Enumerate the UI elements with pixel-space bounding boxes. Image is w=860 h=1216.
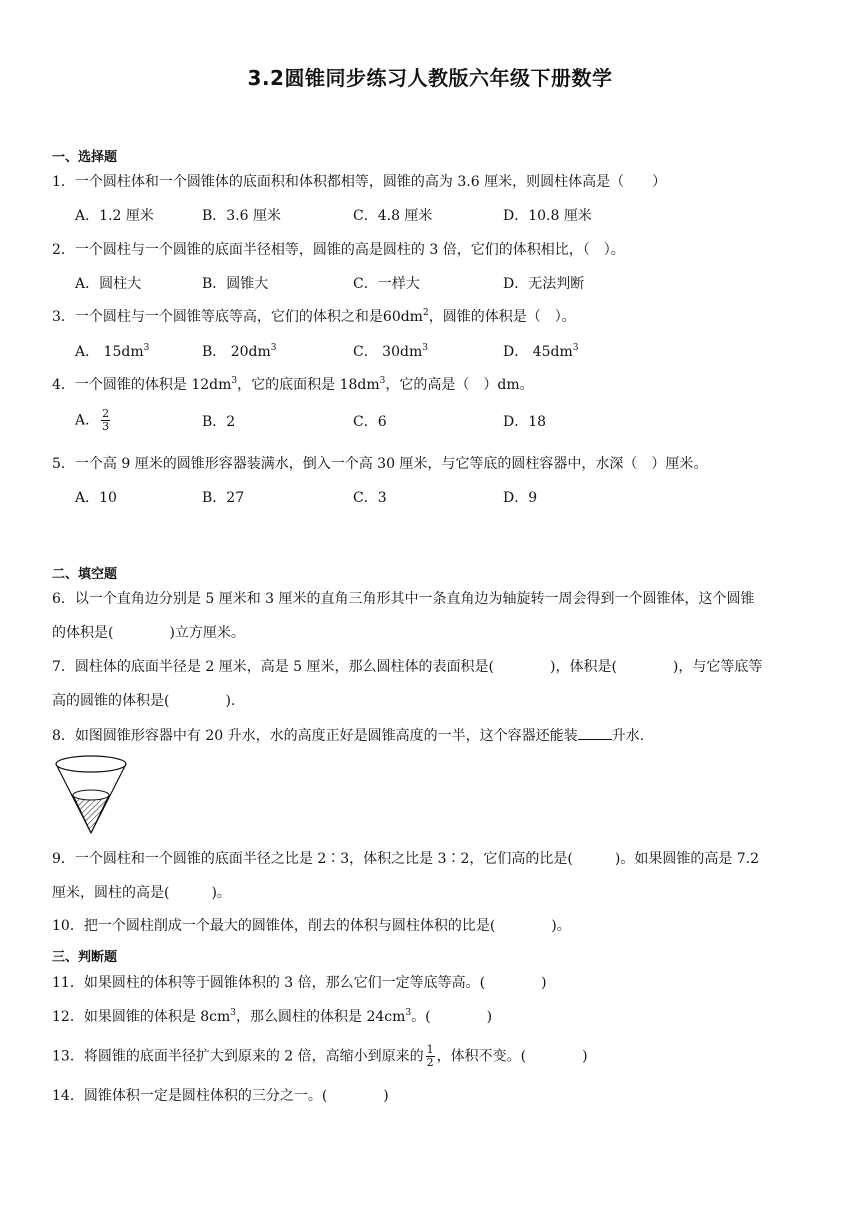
question-11: 11．如果圆柱的体积等于圆锥体积的 3 倍，那么它们一定等底等高。( ) — [52, 975, 547, 991]
question-2: 2．一个圆柱与一个圆锥的底面半径相等，圆锥的高是圆柱的 3 倍，它们的体积相比，（ ）。 — [52, 242, 625, 258]
option-c[interactable]: C．6 — [353, 414, 387, 430]
option-d[interactable]: D． $45dm^3$ — [503, 343, 579, 360]
option-a[interactable]: A．10 — [75, 490, 117, 506]
option-b[interactable]: B． $20dm^3$ — [202, 343, 277, 360]
section-heading-fill: 二、填空题 — [52, 567, 118, 582]
option-c[interactable]: C．一样大 — [353, 276, 420, 292]
option-d[interactable]: D．无法判断 — [503, 276, 585, 292]
option-a[interactable]: A．1.2 厘米 — [75, 208, 154, 224]
section-heading-judge: 三、判断题 — [52, 950, 118, 965]
question-3: 3．一个圆柱与一个圆锥等底等高，它们的体积之和是$60dm^2$，圆锥的体积是（ ）。 — [52, 308, 576, 325]
option-b[interactable]: B．3.6 厘米 — [202, 208, 282, 224]
option-d[interactable]: D．10.8 厘米 — [503, 208, 592, 224]
question-7-line-1: 7．圆柱体的底面半径是 2 厘米，高是 5 厘米，那么圆柱体的表面积是( )，体积是( )，与它等底等 — [52, 659, 763, 675]
question-10: 10．把一个圆柱削成一个最大的圆锥体，削去的体积与圆柱体积的比是( )。 — [52, 918, 571, 934]
answer-blank[interactable] — [578, 725, 612, 740]
question-9-line-1: 9．一个圆柱和一个圆锥的底面半径之比是 2∶3，体积之比是 3∶2，它们高的比是( )。如果圆锥的高是 7.2 — [52, 851, 760, 867]
option-d[interactable]: D．18 — [503, 414, 547, 430]
question-9-line-2: 厘米，圆柱的高是( )。 — [52, 885, 231, 901]
page-title: 3.2圆锥同步练习人教版六年级下册数学 — [247, 66, 613, 90]
question-14: 14．圆锥体积一定是圆柱体积的三分之一。( ) — [52, 1088, 389, 1104]
question-13: 13．将圆锥的底面半径扩大到原来的 2 倍，高缩小到原来的 $\frac{1}{2}$ ，体积不变。( ) — [52, 1043, 588, 1069]
question-5: 5．一个高 9 厘米的圆锥形容器装满水，倒入一个高 30 厘米，与它等底的圆柱容器中，水深（ ）厘米。 — [52, 456, 708, 472]
question-6-line-2: 的体积是( )立方厘米。 — [52, 625, 245, 641]
fraction: $\frac{1}{2}$ — [426, 1043, 434, 1069]
question-8: 8．如图圆锥形容器中有 20 升水，水的高度正好是圆锥高度的一半，这个容器还能装 升水. — [52, 725, 644, 746]
fraction: $\frac{2}{3}$ — [102, 407, 110, 433]
option-c[interactable]: C．4.8 厘米 — [353, 208, 433, 224]
option-b[interactable]: B．圆锥大 — [202, 276, 269, 292]
question-6-line-1: 6．以一个直角边分别是 5 厘米和 3 厘米的直角三角形其中一条直角边为轴旋转一周会得到一个圆锥体，这个圆锥 — [52, 591, 755, 607]
option-a[interactable]: A． $15dm^3$ — [75, 343, 150, 360]
option-b[interactable]: B．27 — [202, 490, 245, 506]
option-b[interactable]: B．2 — [202, 414, 236, 430]
option-d[interactable]: D．9 — [503, 490, 538, 506]
question-7-line-2: 高的圆锥的体积是( ). — [52, 693, 236, 709]
option-c[interactable]: C． $30dm^3$ — [353, 343, 428, 360]
option-a[interactable]: A．圆柱大 — [75, 276, 142, 292]
question-12: 12．如果圆锥的体积是 $8cm^3$，那么圆柱的体积是 $24cm^3$。( ) — [52, 1008, 493, 1025]
question-1: 1．一个圆柱体和一个圆锥体的底面积和体积都相等，圆锥的高为 3.6 厘米，则圆柱体高是（ ） — [52, 174, 667, 190]
question-4: 4．一个圆锥的体积是 $12dm^3$，它的底面积是 $18dm^3$，它的高是（ ）dm。 — [52, 376, 534, 393]
section-heading-choice: 一、选择题 — [52, 150, 118, 165]
option-c[interactable]: C．3 — [353, 490, 387, 506]
cone-container-figure — [55, 755, 127, 837]
option-a[interactable]: A． $\frac{2}{3}$ — [75, 407, 110, 433]
